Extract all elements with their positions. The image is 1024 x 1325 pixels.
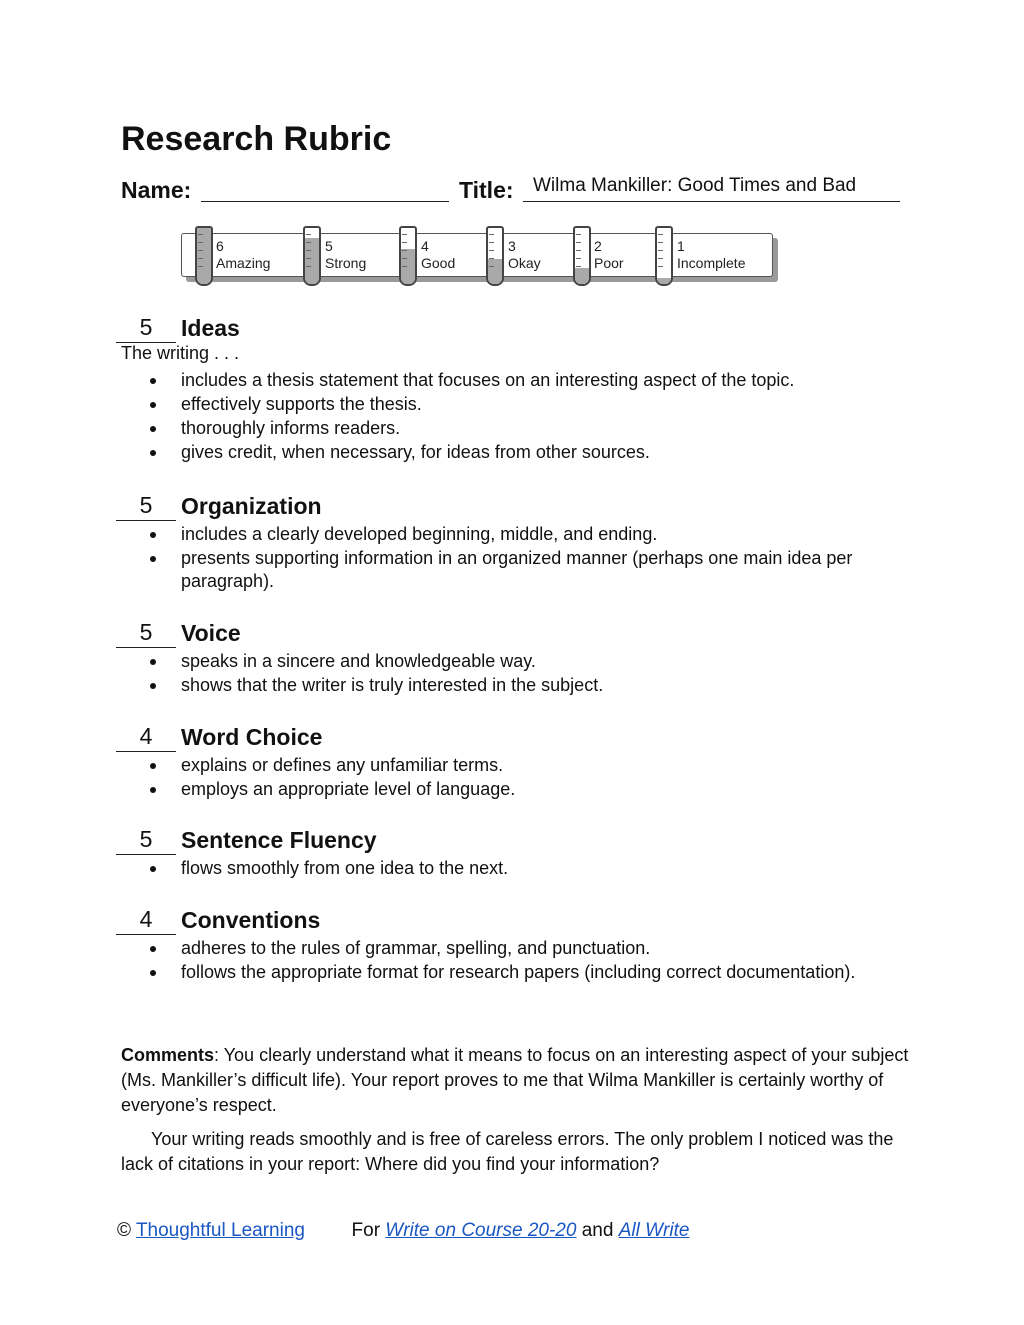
criteria-item xyxy=(116,778,906,801)
criteria-item xyxy=(116,674,906,697)
test-tube-icon xyxy=(303,226,321,286)
criteria-item xyxy=(116,547,906,593)
name-label: Name: xyxy=(121,177,192,203)
scale-label: Incomplete xyxy=(677,255,746,271)
section-intro: The writing . . . xyxy=(121,343,240,363)
scale-number: 2 xyxy=(594,238,602,254)
title-value: Wilma Mankiller: Good Times and Bad xyxy=(533,175,857,196)
criteria-text: follows the appropriate format for research papers (including correct documentation). xyxy=(181,962,856,982)
test-tube-ticks xyxy=(576,234,581,274)
score-value: 4 xyxy=(139,723,153,749)
book-link-all-write[interactable]: All Write xyxy=(618,1220,690,1241)
test-tube-icon xyxy=(573,226,591,286)
score-value: 5 xyxy=(139,826,153,852)
criteria-list xyxy=(116,937,906,985)
book-link-write-on-course[interactable]: Write on Course 20-20 xyxy=(385,1220,577,1241)
test-tube-icon xyxy=(195,226,213,286)
criteria-item xyxy=(116,393,906,416)
test-tube-fill xyxy=(657,278,671,284)
bullet-icon xyxy=(150,970,156,976)
bullet-icon xyxy=(150,946,156,952)
criteria-list xyxy=(116,369,906,465)
criteria-list xyxy=(116,650,906,698)
footer xyxy=(117,1220,689,1242)
section-heading: Voice xyxy=(181,620,241,646)
scale-level-2 xyxy=(594,238,624,272)
scale-level-5 xyxy=(325,238,366,272)
comments-paragraph-1 xyxy=(121,1043,911,1118)
bullet-icon xyxy=(150,532,156,538)
criteria-item xyxy=(116,369,906,392)
score-field[interactable] xyxy=(116,906,176,935)
criteria-text: employs an appropriate level of language. xyxy=(181,779,516,799)
publisher-link[interactable]: Thoughtful Learning xyxy=(135,1220,305,1241)
criteria-text: shows that the writer is truly interested in the subject. xyxy=(181,675,604,695)
score-value: 5 xyxy=(139,314,153,340)
criteria-text: explains or defines any unfamiliar terms. xyxy=(181,755,504,775)
criteria-text: includes a clearly developed beginning, middle, and ending. xyxy=(181,524,658,544)
score-value: 4 xyxy=(139,906,153,932)
score-field[interactable] xyxy=(116,826,176,855)
rating-scale xyxy=(181,226,781,290)
bullet-icon xyxy=(150,426,156,432)
scale-level-4 xyxy=(421,238,455,272)
test-tube-icon xyxy=(399,226,417,286)
criteria-list xyxy=(116,754,906,802)
criteria-item xyxy=(116,523,906,546)
bullet-icon xyxy=(150,763,156,769)
criteria-list xyxy=(116,523,906,594)
scale-number: 6 xyxy=(216,238,224,254)
scale-level-6 xyxy=(216,238,270,272)
scale-label: Amazing xyxy=(216,255,271,271)
bullet-icon xyxy=(150,556,156,562)
criteria-item xyxy=(116,754,906,777)
scale-number: 1 xyxy=(677,238,685,254)
score-field[interactable] xyxy=(116,492,176,521)
criteria-item xyxy=(116,441,906,464)
criteria-item xyxy=(116,650,906,673)
bullet-icon xyxy=(150,683,156,689)
criteria-text: speaks in a sincere and knowledgeable way. xyxy=(181,651,536,671)
test-tube-icon xyxy=(655,226,673,286)
scale-level-1 xyxy=(677,238,745,272)
test-tube-ticks xyxy=(658,234,663,274)
test-tube-ticks xyxy=(402,234,407,274)
scale-number: 5 xyxy=(325,238,333,254)
score-value: 5 xyxy=(139,619,153,645)
criteria-text: effectively supports the thesis. xyxy=(181,394,422,414)
criteria-text: thoroughly informs readers. xyxy=(181,418,401,438)
score-value: 5 xyxy=(139,492,153,518)
test-tube-ticks xyxy=(198,234,203,274)
scale-level-3 xyxy=(508,238,541,272)
criteria-text: includes a thesis statement that focuses on an interesting aspect of the topic. xyxy=(181,370,795,390)
score-field[interactable] xyxy=(116,314,176,343)
scale-label: Good xyxy=(421,255,456,271)
criteria-item xyxy=(116,937,906,960)
section-heading: Ideas xyxy=(181,315,240,341)
bullet-icon xyxy=(150,866,156,872)
bullet-icon xyxy=(150,378,156,384)
criteria-item xyxy=(116,961,906,984)
criteria-item xyxy=(116,417,906,440)
section-heading: Word Choice xyxy=(181,724,323,750)
comments-paragraph-2: Your writing reads smoothly and is free of careless errors. The only problem I noticed was the lack of citations in your report: Where did you find your information? xyxy=(121,1129,894,1174)
bullet-icon xyxy=(150,450,156,456)
criteria-list xyxy=(116,857,906,881)
test-tube-ticks xyxy=(306,234,311,274)
bullet-icon xyxy=(150,787,156,793)
page-title: Research Rubric xyxy=(121,120,392,158)
section-heading: Conventions xyxy=(181,907,321,933)
criteria-text: presents supporting information in an organized manner (perhaps one main idea per paragraph). xyxy=(181,548,853,591)
comments xyxy=(121,1043,911,1186)
footer-and-text: and xyxy=(581,1220,614,1241)
bullet-icon xyxy=(150,402,156,408)
copyright-symbol: © xyxy=(117,1220,131,1241)
bullet-icon xyxy=(150,659,156,665)
score-field[interactable] xyxy=(116,619,176,648)
scale-number: 3 xyxy=(508,238,516,254)
criteria-text: flows smoothly from one idea to the next. xyxy=(181,858,509,878)
scale-label: Strong xyxy=(325,255,367,271)
scale-number: 4 xyxy=(421,238,429,254)
section-heading: Organization xyxy=(181,493,322,519)
name-field[interactable] xyxy=(201,201,449,202)
test-tube-icon xyxy=(486,226,504,286)
title-label: Title: xyxy=(459,177,514,203)
criteria-text: adheres to the rules of grammar, spelling, and punctuation. xyxy=(181,938,651,958)
test-tube-ticks xyxy=(489,234,494,274)
comments-label: Comments xyxy=(121,1045,215,1065)
criteria-item xyxy=(116,857,906,880)
score-field[interactable] xyxy=(116,723,176,752)
section-heading: Sentence Fluency xyxy=(181,827,377,853)
scale-label: Okay xyxy=(508,255,541,271)
footer-for-text: For xyxy=(351,1220,381,1241)
title-field[interactable] xyxy=(523,201,900,202)
comments-text-1: : You clearly understand what it means to focus on an interesting aspect of your subject (Ms. Mankiller’s difficult life). Your report proves to me that Wilma Mankiller is certainly worthy of everyone’s respect. xyxy=(121,1045,909,1115)
criteria-text: gives credit, when necessary, for ideas from other sources. xyxy=(181,442,650,462)
scale-label: Poor xyxy=(594,255,624,271)
